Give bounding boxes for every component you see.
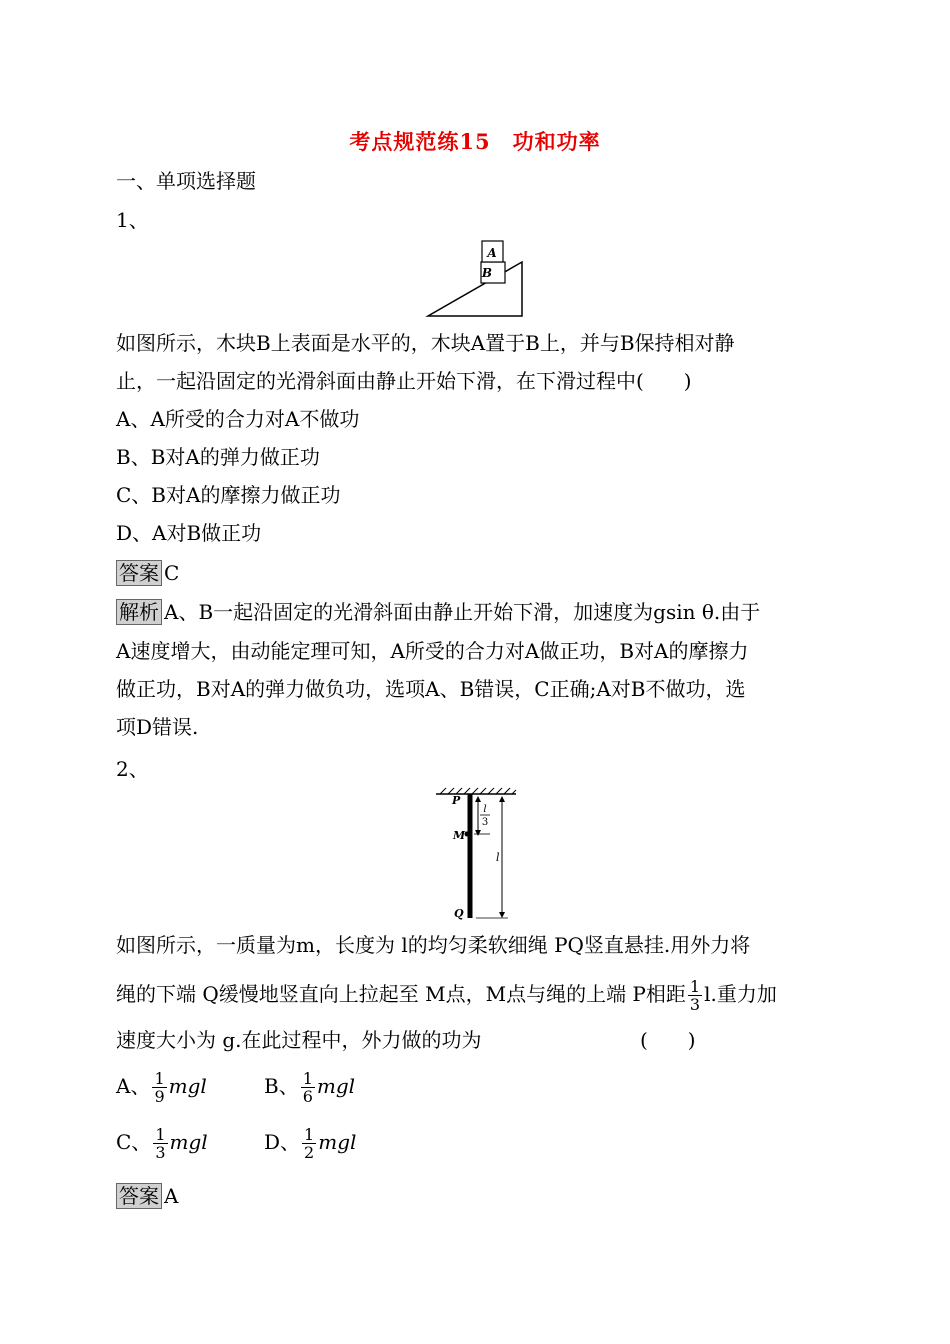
- dim-l3-den: 3: [481, 817, 489, 828]
- question-1-analysis-line-1: [116, 598, 760, 626]
- question-2-option-a: A、 $\frac{1}{9}$ mgl: [116, 1069, 207, 1106]
- stem-line-2-text: 绳的下端 Q缓慢地竖直向上拉起至 M点，M点与绳的上端 P相距: [116, 982, 686, 1006]
- analysis-tag: 解析: [116, 599, 162, 625]
- question-1-option-c: C、B对A的摩擦力做正功: [116, 483, 341, 507]
- question-1-answer: [116, 559, 179, 587]
- block-a-label: A: [487, 246, 497, 260]
- section-heading: 一、单项选择题: [116, 169, 256, 193]
- answer-value: C: [164, 561, 180, 585]
- block-b-label: B: [481, 266, 493, 280]
- question-1-option-d: D、A对B做正功: [116, 521, 262, 545]
- fraction-one-third: $\frac{1}{3}$: [689, 977, 701, 1014]
- question-1-stem-line-1: 如图所示，木块B上表面是水平的，木块A置于B上，并与B保持相对静: [116, 331, 735, 355]
- label-m: M: [453, 829, 466, 842]
- answer-value: A: [164, 1184, 179, 1208]
- question-1-option-a: A、A所受的合力对A不做功: [116, 407, 360, 431]
- stem-line-2-tail: l.重力加: [704, 982, 777, 1006]
- question-2-answer: [116, 1182, 178, 1210]
- question-2-answer-paren: ( ): [640, 1028, 696, 1052]
- question-2-option-d: D、 $\frac{1}{2}$ mgl: [264, 1125, 357, 1162]
- answer-tag: 答案: [116, 1183, 162, 1209]
- page-title: 考点规范练15 功和功率: [349, 129, 601, 154]
- answer-tag: 答案: [116, 560, 162, 586]
- question-2-stem-line-3: 速度大小为 g.在此过程中，外力做的功为: [116, 1028, 482, 1052]
- dim-l3-num: l: [483, 804, 487, 815]
- dim-l-label: l: [496, 851, 500, 864]
- label-p: P: [452, 794, 461, 807]
- question-1-stem-line-2: 止，一起沿固定的光滑斜面由静止开始下滑，在下滑过程中( ): [116, 369, 692, 393]
- question-2-stem-line-2: [116, 978, 777, 1013]
- question-1-analysis-line-4: 项D错误.: [116, 715, 199, 739]
- incline-figure: [420, 236, 530, 320]
- question-2-number: 2、: [116, 757, 149, 781]
- analysis-text: A、B一起沿固定的光滑斜面由静止开始下滑，加速度为gsin θ.由于: [164, 600, 761, 624]
- question-1-number: 1、: [116, 208, 149, 232]
- question-1-option-b: B、B对A的弹力做正功: [116, 445, 320, 469]
- question-2-option-c: C、 $\frac{1}{3}$ mgl: [116, 1125, 208, 1162]
- label-q: Q: [454, 907, 464, 920]
- rope-figure: [430, 786, 520, 924]
- point-m-dot: [465, 832, 470, 837]
- question-1-analysis-line-3: 做正功，B对A的弹力做负功，选项A、B错误，C正确;A对B不做功，选: [116, 677, 746, 701]
- question-2-stem-line-1: 如图所示，一质量为m，长度为 l的均匀柔软细绳 PQ竖直悬挂.用外力将: [116, 933, 751, 957]
- incline-wedge: [428, 262, 522, 316]
- question-1-analysis-line-2: A速度增大，由动能定理可知，A所受的合力对A做正功，B对A的摩擦力: [116, 639, 749, 663]
- question-2-option-b: B、 $\frac{1}{6}$ mgl: [264, 1069, 356, 1106]
